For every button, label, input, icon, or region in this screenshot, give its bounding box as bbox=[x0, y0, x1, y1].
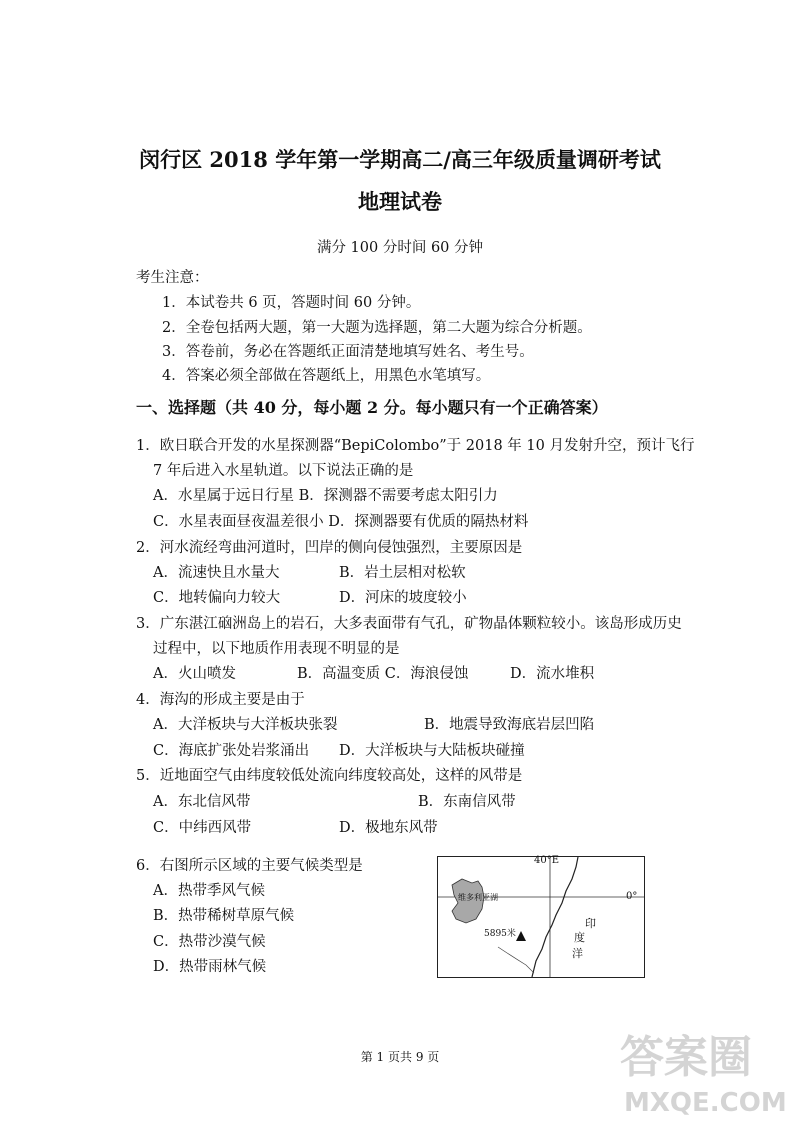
q1-options-cd: C．水星表面昼夜温差很小 D．探测器要有优质的隔热材料 bbox=[153, 514, 529, 530]
q4-option-a: A．大洋板块与大洋板块张裂 bbox=[153, 717, 338, 733]
q2-stem: 2．河水流经弯曲河道时，凹岸的侧向侵蚀强烈，主要原因是 bbox=[136, 540, 523, 556]
notice-item-2: 2．全卷包括两大题，第一大题为选择题，第二大题为综合分析题。 bbox=[162, 320, 592, 336]
peak-elevation-label: 5895米 bbox=[484, 929, 516, 939]
watermark-url: MXQE.COM bbox=[624, 1088, 787, 1118]
q6-option-a: A．热带季风气候 bbox=[153, 883, 265, 899]
map-drawing bbox=[438, 857, 644, 977]
longitude-label: 40°E bbox=[534, 855, 560, 866]
lake-label: 维多利亚湖 bbox=[458, 893, 498, 902]
peak-marker-icon bbox=[516, 931, 526, 941]
page-number: 第 1 页共 9 页 bbox=[360, 1050, 440, 1064]
region-map bbox=[437, 856, 645, 978]
section-heading: 一、选择题（共 40 分，每小题 2 分。每小题只有一个正确答案） bbox=[136, 398, 608, 417]
notice-item-4: 4．答案必须全部做在答题纸上，用黑色水笔填写。 bbox=[162, 368, 491, 384]
q5-option-a: A．东北信风带 bbox=[153, 794, 251, 810]
q5-option-b: B．东南信风带 bbox=[418, 794, 516, 810]
q1-stem-line2: 7 年后进入水星轨道。以下说法正确的是 bbox=[153, 463, 414, 479]
q4-option-d: D．大洋板块与大陆板块碰撞 bbox=[339, 743, 525, 759]
q3-stem-line1: 3．广东湛江硇洲岛上的岩石，大多表面带有气孔，矿物晶体颗粒较小。该岛形成历史 bbox=[136, 616, 682, 632]
q2-option-b: B．岩土层相对松软 bbox=[339, 565, 466, 581]
notice-item-3: 3．答卷前，务必在答题纸正面清楚地填写姓名、考生号。 bbox=[162, 344, 534, 360]
q6-option-b: B．热带稀树草原气候 bbox=[153, 908, 295, 924]
q4-option-c: C．海底扩张处岩浆涌出 bbox=[153, 743, 310, 759]
q6-option-d: D．热带雨林气候 bbox=[153, 959, 267, 975]
ocean-label-char3: 洋 bbox=[572, 947, 583, 960]
ocean-label-char2: 度 bbox=[574, 931, 585, 944]
river-line bbox=[498, 947, 534, 973]
q3-stem-line2: 过程中，以下地质作用表现不明显的是 bbox=[153, 641, 400, 657]
notice-item-1: 1．本试卷共 6 页，答题时间 60 分钟。 bbox=[162, 295, 421, 311]
ocean-label-char1: 印 bbox=[585, 917, 596, 930]
q5-option-d: D．极地东风带 bbox=[339, 820, 438, 836]
watermark-logo: 答案圈 bbox=[620, 1032, 752, 1083]
exam-subtitle: 地理试卷 bbox=[358, 189, 442, 214]
q5-option-c: C．中纬西风带 bbox=[153, 820, 252, 836]
q4-stem: 4．海沟的形成主要是由于 bbox=[136, 692, 305, 708]
q4-option-b: B．地震导致海底岩层凹陷 bbox=[424, 717, 595, 733]
q2-option-c: C．地转偏向力较大 bbox=[153, 590, 281, 606]
q2-option-d: D．河床的坡度较小 bbox=[339, 590, 467, 606]
q6-stem: 6．右图所示区域的主要气候类型是 bbox=[136, 858, 363, 874]
exam-info: 满分 100 分时间 60 分钟 bbox=[316, 240, 484, 256]
q1-stem-line1: 1．欧日联合开发的水星探测器“BepiColombo”于 2018 年 10 月发射升空，预计飞行 bbox=[136, 438, 695, 454]
q3-option-a: A．火山喷发 bbox=[153, 666, 236, 682]
q5-stem: 5．近地面空气由纬度较低处流向纬度较高处，这样的风带是 bbox=[136, 768, 523, 784]
q2-option-a: A．流速快且水量大 bbox=[153, 565, 280, 581]
exam-title: 闵行区 2018 学年第一学期高二/高三年级质量调研考试 bbox=[139, 147, 661, 172]
q6-option-c: C．热带沙漠气候 bbox=[153, 934, 266, 950]
q1-options-ab: A．水星属于远日行星 B．探测器不需要考虑太阳引力 bbox=[153, 488, 498, 504]
notice-heading: 考生注意： bbox=[136, 270, 209, 286]
latitude-label: 0° bbox=[626, 891, 638, 902]
q3-option-d: D．流水堆积 bbox=[510, 666, 595, 682]
q3-option-bc: B．高温变质 C．海浪侵蚀 bbox=[297, 666, 469, 682]
